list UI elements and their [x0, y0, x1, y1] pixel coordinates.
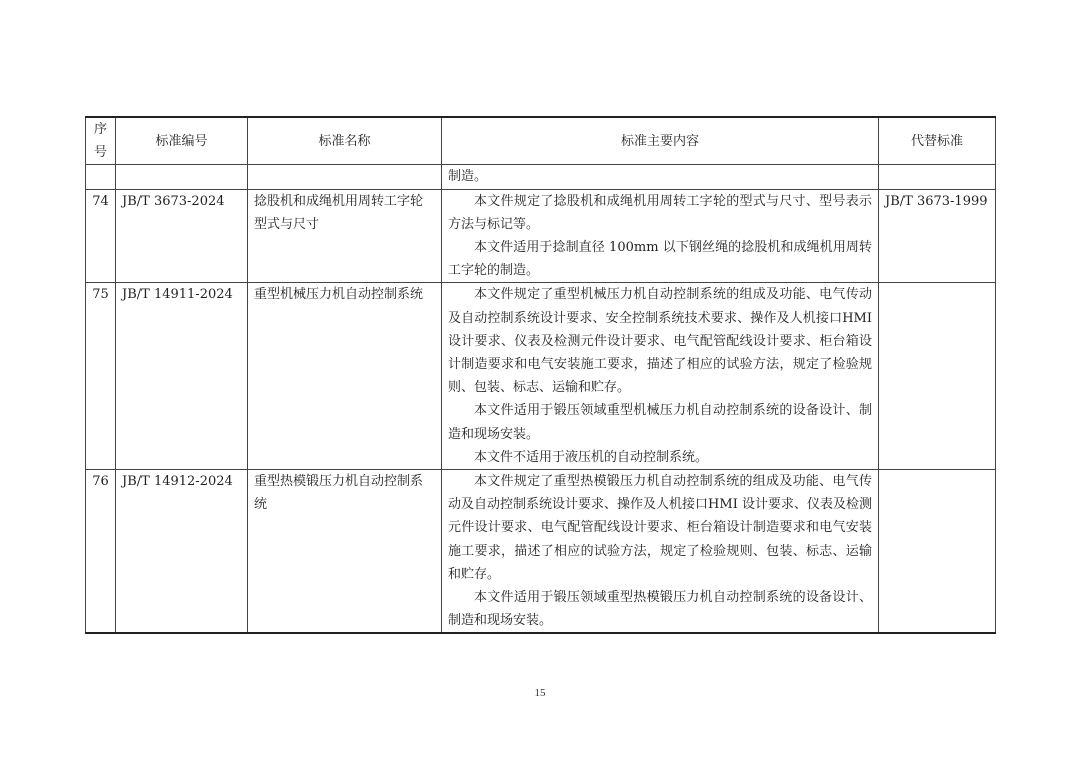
table-row [86, 283, 996, 470]
header-seq-line1: 序 [93, 122, 107, 137]
replaced-standard: JB/T 3673-1999 [879, 189, 996, 283]
table-row [86, 189, 996, 283]
content-paragraph: 本文件适用于捻制直径 100mm 以下钢丝绳的捻股机和成绳机用周转工字轮的制造。 [448, 240, 872, 279]
standard-code: JB/T 14912-2024 [116, 470, 248, 634]
content-paragraph: 本文件适用于锻压领域重型机械压力机自动控制系统的设备设计、制造和现场安装。 [448, 403, 872, 442]
standard-content [442, 470, 879, 634]
standard-content [442, 283, 879, 470]
replaced-standard [879, 470, 996, 634]
continuation-row [86, 165, 996, 189]
content-paragraph: 本文件适用于锻压领域重型热模锻压力机自动控制系统的设备设计、制造和现场安装。 [448, 590, 872, 629]
content-paragraph: 本文件规定了重型热模锻压力机自动控制系统的组成及功能、电气传动及自动控制系统设计要求、操作及人机接口HMI 设计要求、仪表及检测元件设计要求、电气配管配线设计要求、柜台箱设计制造要求和电气安装施工要求，描述了相应的试验方法，规定了检验规则、包装、标志、运输和贮存。 [448, 474, 872, 582]
content-paragraph: 本文件规定了重型机械压力机自动控制系统的组成及功能、电气传动及自动控制系统设计要求、安全控制系统技术要求、操作及人机接口HMI设计要求、仪表及检测元件设计要求、电气配管配线设计要求、柜台箱设计制造要求和电气安装施工要求，描述了相应的试验方法，规定了检验规则、包装、标志、运输和贮存。 [448, 287, 872, 396]
header-content: 标准主要内容 [442, 117, 879, 165]
standard-code: JB/T 14911-2024 [116, 283, 248, 470]
header-seq [86, 117, 116, 165]
row-number: 74 [86, 189, 116, 283]
replaced-standard [879, 283, 996, 470]
standard-name: 重型热模锻压力机自动控制系统 [248, 470, 442, 634]
content-paragraph: 本文件规定了捻股机和成绳机用周转工字轮的型式与尺寸、型号表示方法与标记等。 [448, 193, 872, 232]
table-row [86, 470, 996, 634]
content-paragraph: 本文件不适用于液压机的自动控制系统。 [474, 449, 709, 465]
row-number: 75 [86, 283, 116, 470]
standard-content [442, 189, 879, 283]
header-replaces: 代替标准 [879, 117, 996, 165]
standards-table [85, 116, 996, 634]
header-code: 标准编号 [116, 117, 248, 165]
table-header-row [86, 117, 996, 165]
page-number: 15 [534, 687, 546, 699]
header-seq-line2: 号 [93, 145, 107, 161]
standard-name: 重型机械压力机自动控制系统 [248, 283, 442, 470]
standard-name: 捻股机和成绳机用周转工字轮型式与尺寸 [248, 189, 442, 283]
row-number: 76 [86, 470, 116, 634]
header-name: 标准名称 [248, 117, 442, 165]
continuation-text-cell [442, 165, 879, 189]
standard-code: JB/T 3673-2024 [116, 189, 248, 283]
continuation-text: 制造。 [448, 169, 488, 185]
